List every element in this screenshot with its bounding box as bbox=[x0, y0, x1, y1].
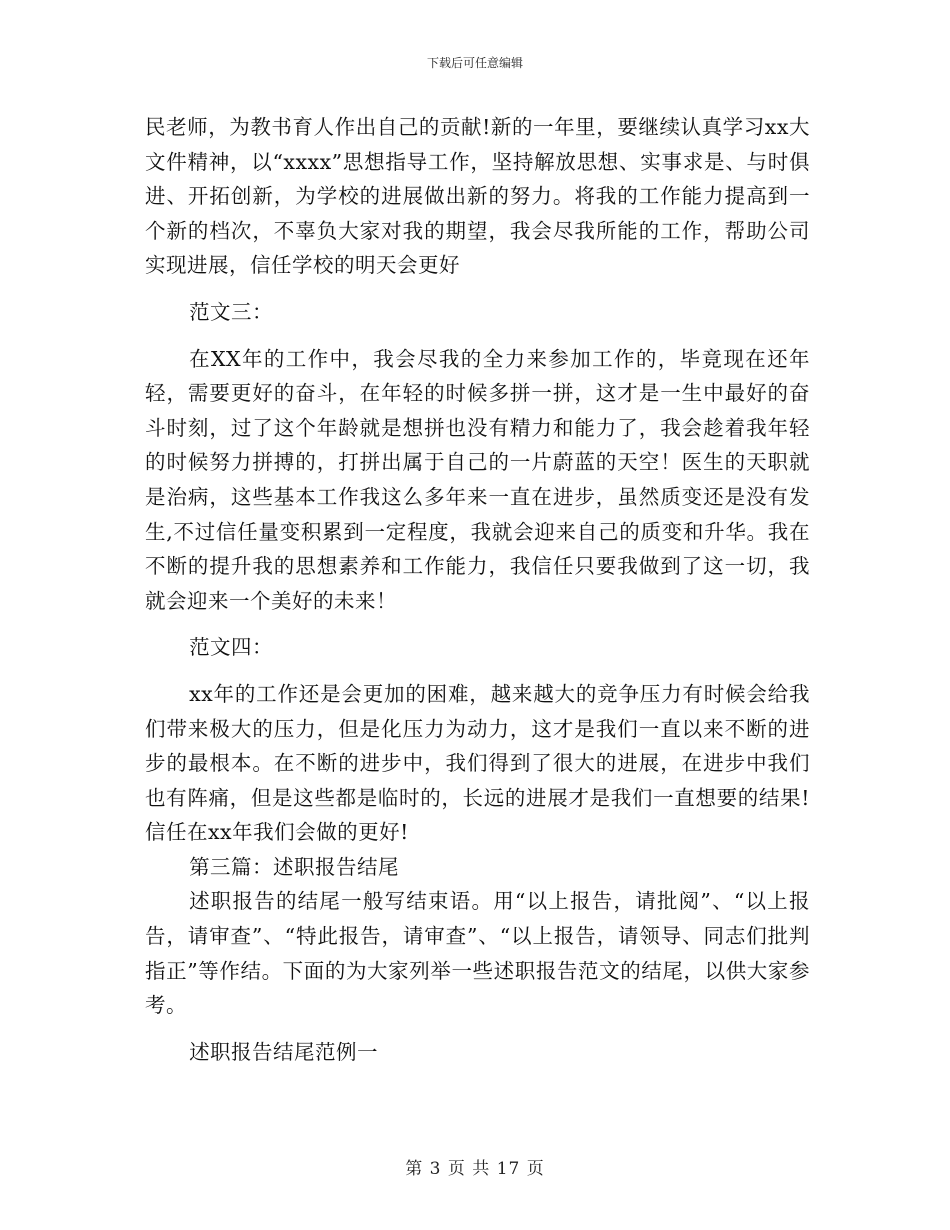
paragraph-sample-three: 在XX年的工作中，我会尽我的全力来参加工作的，毕竟现在还年轻，需要更好的奋斗，在年轻的时候多拼一拼，这才是一生中最好的奋斗时刻，过了这个年龄就是想拼也没有精力和能力了，我会趁着我年轻的时候努力拼搏的，打拼出属于自己的一片蔚蓝的天空！医生的天职就是治病，这些基本工作我这么多年来一直在进步，虽然质变还是没有发生,不过信任量变积累到一定程度，我就会迎来自己的质变和升华。我在不断的提升我的思想素养和工作能力，我信任只要我做到了这一切，我就会迎来一个美好的未来！ bbox=[145, 346, 810, 613]
paragraph-sample-four: xx年的工作还是会更加的困难，越来越大的竞争压力有时候会给我们带来极大的压力，但是化压力为动力，这才是我们一直以来不断的进步的最根本。在不断的进步中，我们得到了很大的进展，在进步中我们也有阵痛，但是这些都是临时的，长远的进展才是我们一直想要的结果!信任在xx年我们会做的更好! bbox=[145, 681, 810, 845]
section-heading-example-one: 述职报告结尾范例一 bbox=[189, 1039, 379, 1064]
chapter-heading: 第三篇：述职报告结尾 bbox=[189, 854, 400, 879]
paragraph-conclusion-intro: 述职报告的结尾一般写结束语。用“以上报告，请批阅”、“以上报告，请审查”、“特此报告，请审查”、“以上报告，请领导、同志们批判指正”等作结。下面的为大家列举一些述职报告范文的结尾，以供大家参考。 bbox=[145, 889, 810, 1018]
page-number: 第 3 页 共 17 页 bbox=[405, 1159, 545, 1179]
document-body bbox=[145, 110, 810, 1069]
section-heading-sample-three: 范文三： bbox=[189, 299, 274, 324]
section-heading-sample-four: 范文四： bbox=[189, 635, 274, 660]
paragraph-continuation: 民老师，为教书育人作出自己的贡献!新的一年里，要继续认真学习xx大文件精神，以“xxxx”思想指导工作，坚持解放思想、实事求是、与时俱进、开拓创新，为学校的进展做出新的努力。将我的工作能力提高到一个新的档次，不辜负大家对我的期望，我会尽我所能的工作，帮助公司实现进展，信任学校的明天会更好 bbox=[145, 115, 810, 278]
page-header: 下载后可任意编辑 bbox=[426, 56, 523, 70]
